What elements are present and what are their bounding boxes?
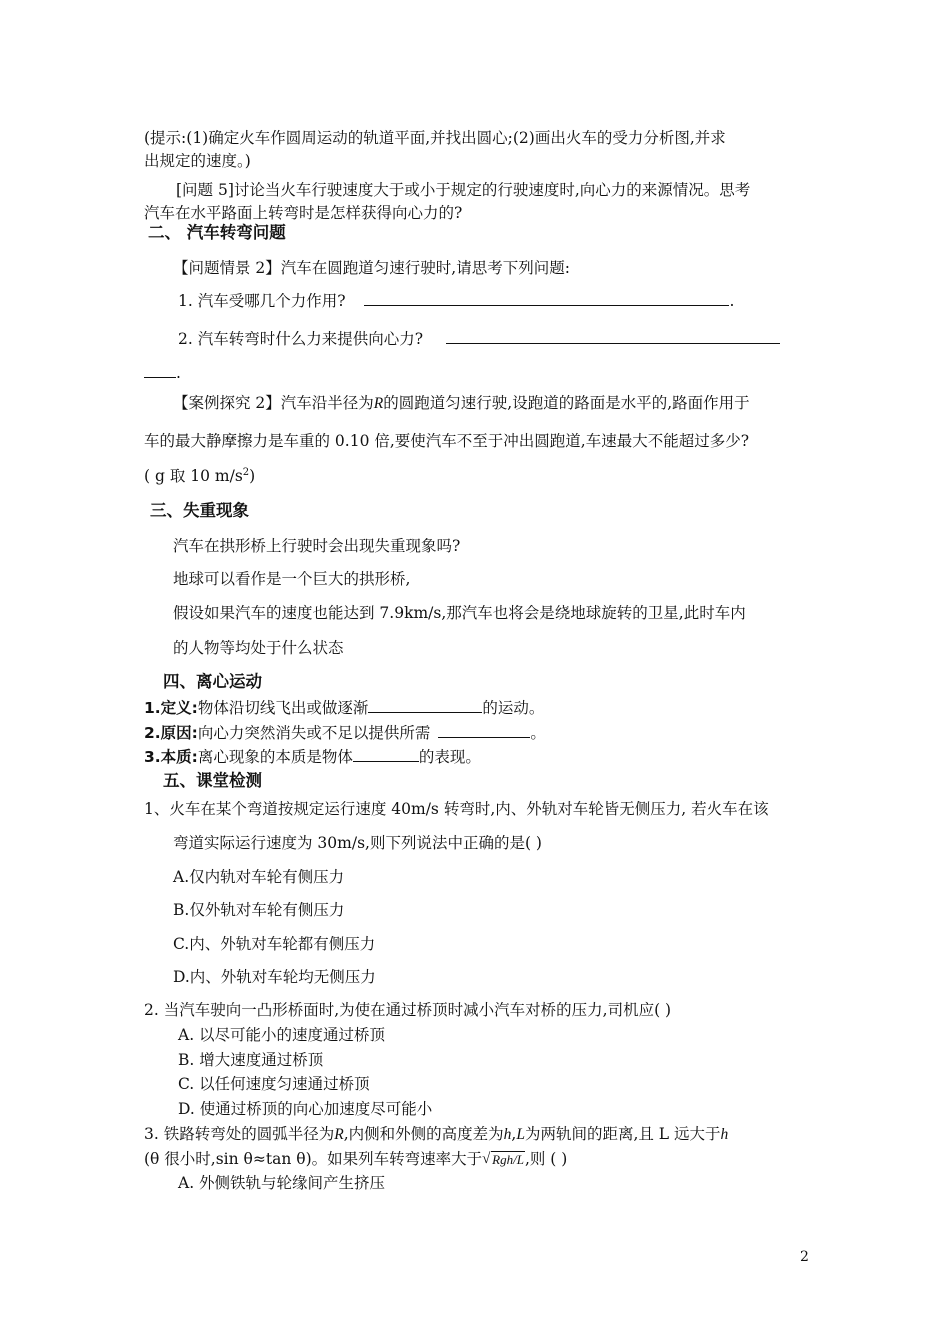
answer-blank[interactable] xyxy=(368,697,482,713)
text: 的圆跑道匀速行驶,设跑道的路面是水平的,路面作用于 xyxy=(383,394,750,412)
case-2-line-1 xyxy=(173,393,750,414)
question-text: 2. 汽车转弯时什么力来提供向心力? xyxy=(178,330,424,348)
text: ,则 ( ) xyxy=(524,1150,568,1168)
section-2-title: 二、 汽车转弯问题 xyxy=(148,223,286,242)
situation-2: 【问题情景 2】汽车在圆跑道匀速行驶时,请思考下列问题: xyxy=(173,259,570,277)
section-5-title: 五、课堂检测 xyxy=(163,771,262,790)
quiz-2-stem: 2. 当汽车驶向一凸形桥面时,为使在通过桥顶时减小汽车对桥的压力,司机应( ) xyxy=(144,1001,672,1019)
text: ) xyxy=(249,467,256,485)
section-3-p3: 假设如果汽车的速度也能达到 7.9km/s,那汽车也将会是绕地球旋转的卫星,此时车内 xyxy=(173,604,746,622)
quiz-3-option-a[interactable]: A. 外侧铁轨与轮缘间产生挤压 xyxy=(178,1174,386,1192)
text: (θ 很小时,sin θ≈tan θ)。如果列车转弯速率大于 xyxy=(144,1150,483,1168)
definition-2 xyxy=(144,722,546,743)
var-R: R xyxy=(334,1126,344,1143)
quiz-1-line-1: 1、火车在某个弯道按规定运行速度 40m/s 转弯时,内、外轨对车轮皆无侧压力, 若火车在该 xyxy=(144,800,769,818)
question-5-line-1: [问题 5]讨论当火车行驶速度大于或小于规定的行驶速度时,向心力的来源情况。思考 xyxy=(176,181,751,199)
section-3-title: 三、失重现象 xyxy=(150,501,249,520)
definition-3 xyxy=(144,746,481,767)
section-3-p2: 地球可以看作是一个巨大的拱形桥, xyxy=(173,570,411,588)
answer-blank-continuation xyxy=(144,362,181,383)
label: 3.本质: xyxy=(144,748,198,766)
text: 的表现。 xyxy=(418,748,481,766)
quiz-3-line-1 xyxy=(144,1124,728,1145)
answer-blank[interactable] xyxy=(438,722,530,738)
question-5-line-2: 汽车在水平路面上转弯时是怎样获得向心力的? xyxy=(144,204,463,222)
quiz-1-line-2: 弯道实际运行速度为 30m/s,则下列说法中正确的是( ) xyxy=(173,834,542,852)
text: 的运动。 xyxy=(482,699,545,717)
var-L: L xyxy=(516,1126,525,1143)
text: 离心现象的本质是物体 xyxy=(197,748,353,766)
case-2-line-2: 车的最大静摩擦力是车重的 0.10 倍,要使汽车不至于冲出圆跑道,车速最大不能超过多少? xyxy=(144,432,750,450)
text: 3. 铁路转弯处的圆弧半径为 xyxy=(144,1125,335,1143)
var-h: h xyxy=(503,1126,512,1143)
answer-blank[interactable] xyxy=(353,746,419,762)
quiz-1-option-c[interactable]: C.内、外轨对车轮都有侧压力 xyxy=(173,935,376,953)
superscript: 2 xyxy=(242,466,250,478)
answer-blank[interactable] xyxy=(144,362,176,378)
quiz-2-option-a[interactable]: A. 以尽可能小的速度通过桥顶 xyxy=(178,1026,386,1044)
text: 。 xyxy=(530,724,546,742)
quiz-2-option-d[interactable]: D. 使通过桥顶的向心加速度尽可能小 xyxy=(178,1100,433,1118)
label: 1.定义: xyxy=(144,699,198,717)
label: 2.原因: xyxy=(144,724,198,742)
section-4-title: 四、离心运动 xyxy=(163,672,262,691)
answer-blank[interactable] xyxy=(364,290,729,306)
text: ,内侧和外侧的高度差为 xyxy=(343,1125,504,1143)
page-number: 2 xyxy=(800,1249,809,1265)
var-R: R xyxy=(373,395,384,412)
case-2-line-3 xyxy=(144,466,255,486)
quiz-1-option-a[interactable]: A.仅内轨对车轮有侧压力 xyxy=(173,868,345,886)
var-h: h xyxy=(720,1126,729,1143)
quiz-3-line-2 xyxy=(144,1149,567,1170)
quiz-1-option-d[interactable]: D.内、外轨对车轮均无侧压力 xyxy=(173,968,376,986)
question-text: 1. 汽车受哪几个力作用? xyxy=(178,292,346,310)
text: 向心力突然消失或不足以提供所需 xyxy=(197,724,431,742)
section-3-p1: 汽车在拱形桥上行驶时会出现失重现象吗? xyxy=(173,537,461,555)
section-3-p4: 的人物等均处于什么状态 xyxy=(173,639,344,657)
hint-line-2: 出规定的速度。) xyxy=(144,152,251,170)
text: ( g 取 10 m/s xyxy=(144,467,243,485)
hint-line-1: (提示:(1)确定火车作圆周运动的轨道平面,并找出圆心;(2)画出火车的受力分析图,并求 xyxy=(144,129,726,147)
situation-2-question-1 xyxy=(178,290,734,311)
quiz-2-option-c[interactable]: C. 以任何速度匀速通过桥顶 xyxy=(178,1075,370,1093)
sqrt-formula xyxy=(482,1150,525,1170)
text: 物体沿切线飞出或做逐渐 xyxy=(197,699,369,717)
text: 为两轨间的距离,且 L 远大于 xyxy=(524,1125,721,1143)
period: . xyxy=(176,364,181,382)
period: . xyxy=(729,292,735,310)
radical-sign-icon: √ xyxy=(482,1151,491,1167)
text: 【案例探究 2】汽车沿半径为 xyxy=(173,394,374,412)
formula-argument: Rgh/L xyxy=(492,1152,524,1167)
situation-2-question-2 xyxy=(178,328,780,349)
text: , xyxy=(511,1125,517,1143)
quiz-1-option-b[interactable]: B.仅外轨对车轮有侧压力 xyxy=(173,901,345,919)
quiz-2-option-b[interactable]: B. 增大速度通过桥顶 xyxy=(178,1051,324,1069)
answer-blank[interactable] xyxy=(446,328,780,344)
definition-1 xyxy=(144,697,544,718)
